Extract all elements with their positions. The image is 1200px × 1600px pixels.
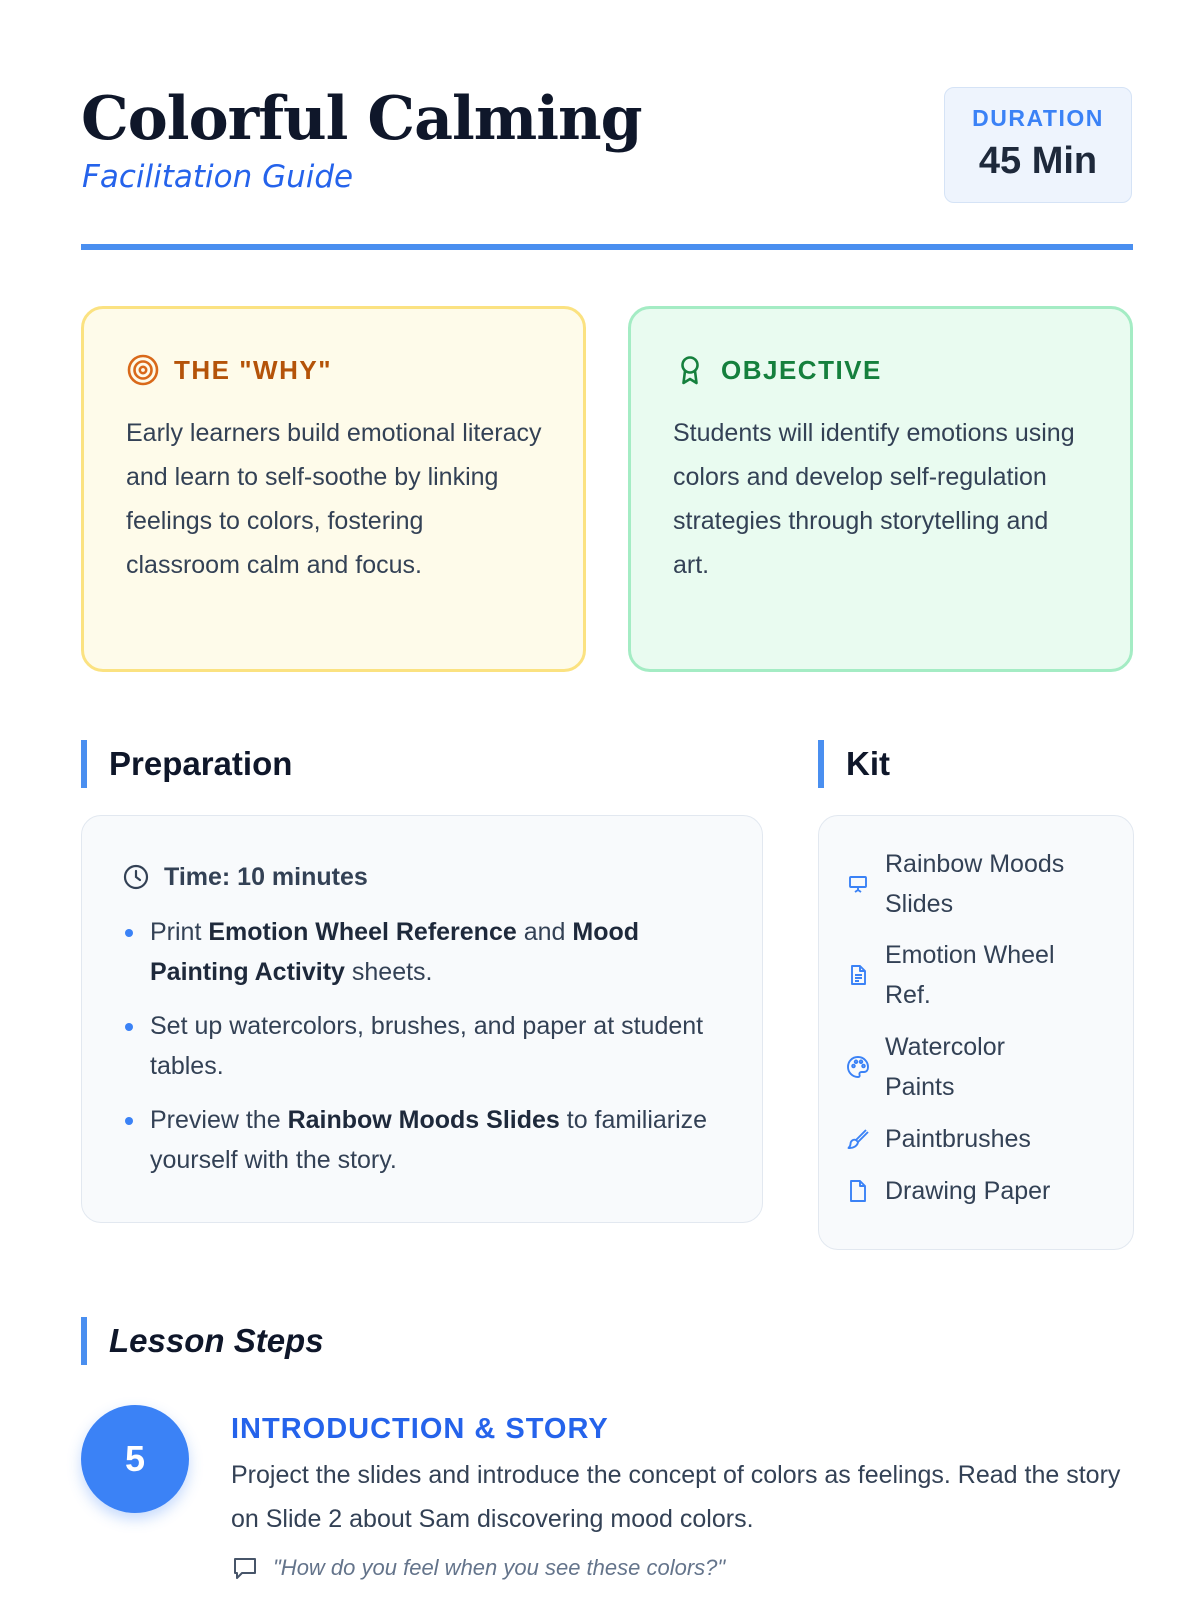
preparation-panel (81, 815, 763, 1223)
prep-item-text: to familiarize yourself with the story. (150, 1106, 708, 1174)
prep-item-text: Print (150, 918, 209, 946)
clock-icon (122, 863, 150, 891)
kit-item (845, 935, 1111, 1015)
target-icon (126, 353, 160, 387)
prep-item-emphasis: Emotion Wheel Reference (208, 918, 517, 946)
palette-icon (845, 1054, 871, 1080)
why-text: Early learners build emotional literacy and learn to self-soothe by linking feelings to colors, fostering classroom calm and focus. (126, 419, 542, 579)
kit-item (845, 1027, 1111, 1107)
step-number: 5 (81, 1405, 189, 1513)
page-subtitle: Facilitation Guide (82, 159, 354, 195)
prep-time-label: Time: 10 minutes (164, 862, 368, 891)
step-quote-text: "How do you feel when you see these colors?" (273, 1555, 726, 1580)
page-title: Colorful Calming (81, 84, 642, 154)
preparation-heading: Preparation (81, 740, 292, 788)
prep-item-text: Preview the (150, 1106, 288, 1134)
duration-label: DURATION (972, 105, 1104, 131)
objective-card (628, 306, 1133, 672)
presentation-icon (845, 871, 871, 897)
kit-panel (818, 815, 1134, 1250)
document-icon (845, 962, 871, 988)
header-divider (81, 244, 1133, 250)
prep-list-item (122, 1006, 722, 1086)
kit-item-label: Emotion Wheel Ref. (885, 941, 1055, 1009)
objective-text: Students will identify emotions using colors and develop self-regulation strategies through storytelling and art. (673, 419, 1075, 579)
kit-item-label: Drawing Paper (885, 1177, 1051, 1205)
prep-list-item (122, 912, 722, 992)
kit-item (845, 1171, 1111, 1211)
speech-bubble-icon (231, 1554, 259, 1582)
prep-item-emphasis: Rainbow Moods Slides (287, 1106, 560, 1134)
step-description: Project the slides and introduce the concept of colors as feelings. Read the story on Slide 2 about Sam discovering mood colors. (231, 1461, 1121, 1533)
duration-value: 45 Min (978, 140, 1098, 182)
prep-item-text: Set up watercolors, brushes, and paper at student tables. (150, 1012, 704, 1080)
objective-label: OBJECTIVE (721, 354, 882, 385)
kit-heading: Kit (818, 740, 890, 788)
prep-list (122, 912, 722, 1180)
brush-icon (845, 1126, 871, 1152)
kit-item-label: Paintbrushes (885, 1125, 1031, 1153)
kit-item (845, 844, 1111, 924)
step-quote (231, 1554, 725, 1582)
prep-item-text: sheets. (344, 958, 433, 986)
duration-badge (944, 87, 1132, 203)
kit-item-label: Rainbow Moods Slides (885, 850, 1065, 918)
prep-item-emphasis: Mood Painting Activity (150, 918, 640, 986)
lesson-step (81, 1405, 1133, 1595)
paper-icon (845, 1178, 871, 1204)
kit-item-label: Watercolor Paints (885, 1033, 1005, 1101)
award-icon (673, 353, 707, 387)
prep-time (122, 860, 722, 894)
kit-item (845, 1119, 1111, 1159)
prep-list-item (122, 1100, 722, 1180)
page-header (81, 84, 1133, 252)
lesson-steps-heading: Lesson Steps (81, 1317, 324, 1365)
why-label: THE "WHY" (174, 354, 333, 385)
prep-item-text: and (516, 918, 573, 946)
step-title: INTRODUCTION & STORY (231, 1413, 609, 1445)
why-card (81, 306, 586, 672)
